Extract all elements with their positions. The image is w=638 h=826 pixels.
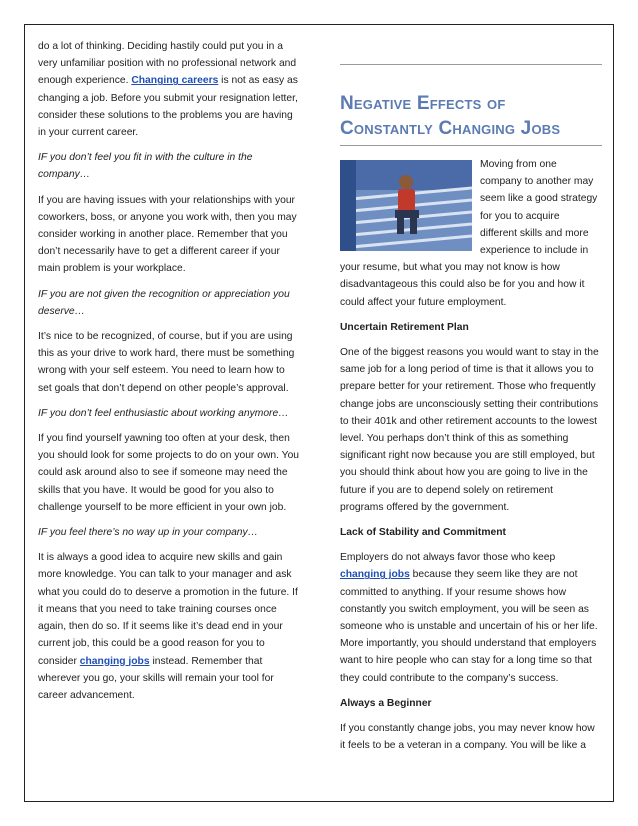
text: It is always a good idea to acquire new skills and gain more knowledge. You can talk to your manager and ask what you could do to deserve a promotion in the future. If it means that you need to take training courses once again, then do so. If it seems like it’s dead end in your current job, this could be a good reason for you to consider <box>38 552 298 667</box>
paragraph-culture: If you are having issues with your relationships with your coworkers, boss, or anyone you work with, then you may consider working in another place. Remember that you don’t necessarily have to get a different career if your main problem is your workplace. <box>38 194 297 275</box>
left-column <box>38 38 300 712</box>
title-rule-bottom <box>340 145 602 146</box>
intro-paragraph <box>38 38 300 141</box>
text: because they seem like they are not committed to anything. If your resume shows how constantly you switch employment, you will be seen as someone who is unstable and uncertain of his or her life. More importantly, you should understand that employers want to hire people who can stay for a long time so that they could contribute to the company’s success. <box>340 569 598 684</box>
section-body-retirement: One of the biggest reasons you would want to stay in the same job for a long period of time is that it allows you to prepare better for your retirement. Those who frequently change jobs are unconsciously setting their contributions to their 401k and other retirement accounts to the lowest level. You perhaps don’t think of this as something significant right now because you are still employed, but you should think about how you are going to live in the future if you are to depend solely on retirement programs offered by the government. <box>340 347 599 513</box>
section-heading-beginner: Always a Beginner <box>340 697 432 709</box>
section-body-beginner: If you constantly change jobs, you may never know how it feels to be a veteran in a company. You will be like a <box>340 723 595 752</box>
article-title: Negative Effects of Constantly Changing Jobs <box>340 93 561 139</box>
paragraph-recognition: It’s nice to be recognized, of course, but if you are using this as your drive to work hard, there must be something wrong with your self esteem. You need to learn how to set goals that don’t depend on other people’s approval. <box>38 331 295 394</box>
article-intro <box>340 156 599 311</box>
text: do a lot of thinking. Deciding hastily could put you in a very unfamiliar position with no professional network and enough experience. <box>38 41 297 87</box>
changing-jobs-link-2[interactable]: changing jobs <box>340 569 410 581</box>
text: is not as easy as changing a job. Before you submit your resignation letter, consider these solutions to the problems you are having in your current career. <box>38 75 298 139</box>
changing-careers-link[interactable]: Changing careers <box>131 75 219 87</box>
right-column <box>340 156 599 763</box>
paragraph-enthusiasm: If you find yourself yawning too often at your desk, then you should look for some projects to do on your own. You could ask around also to see if someone may need the skills that you have. It would be good for you also to challenge yourself to be more efficient in your own job. <box>38 433 300 513</box>
paragraph-no-way-up <box>38 549 300 704</box>
title-rule-top <box>340 64 602 65</box>
section-heading-stability: Lack of Stability and Commitment <box>340 527 506 539</box>
man-on-stairs-photo <box>340 160 472 251</box>
subheading-enthusiasm: IF you don’t feel enthusiastic about working anymore… <box>38 407 289 419</box>
text: instead. Remember that wherever you go, your skills will remain your tool for career advancement. <box>38 655 274 701</box>
subheading-culture: IF you don’t feel you fit in with the culture in the company… <box>38 152 253 181</box>
text: Employers do not always favor those who keep <box>340 552 556 564</box>
text: Moving from one company to another may seem like a good strategy for you to acquire different skills and more experience to include in your resume, but what you may not know is how disadvantageous this could also be for you and how it could affect your future employment. <box>340 159 598 308</box>
section-body-stability <box>340 549 599 687</box>
subheading-no-way-up: IF you feel there’s no way up in your company… <box>38 527 258 539</box>
subheading-recognition: IF you are not given the recognition or appreciation you deserve… <box>38 288 290 317</box>
section-heading-retirement: Uncertain Retirement Plan <box>340 321 469 333</box>
changing-jobs-link[interactable]: changing jobs <box>79 655 150 667</box>
